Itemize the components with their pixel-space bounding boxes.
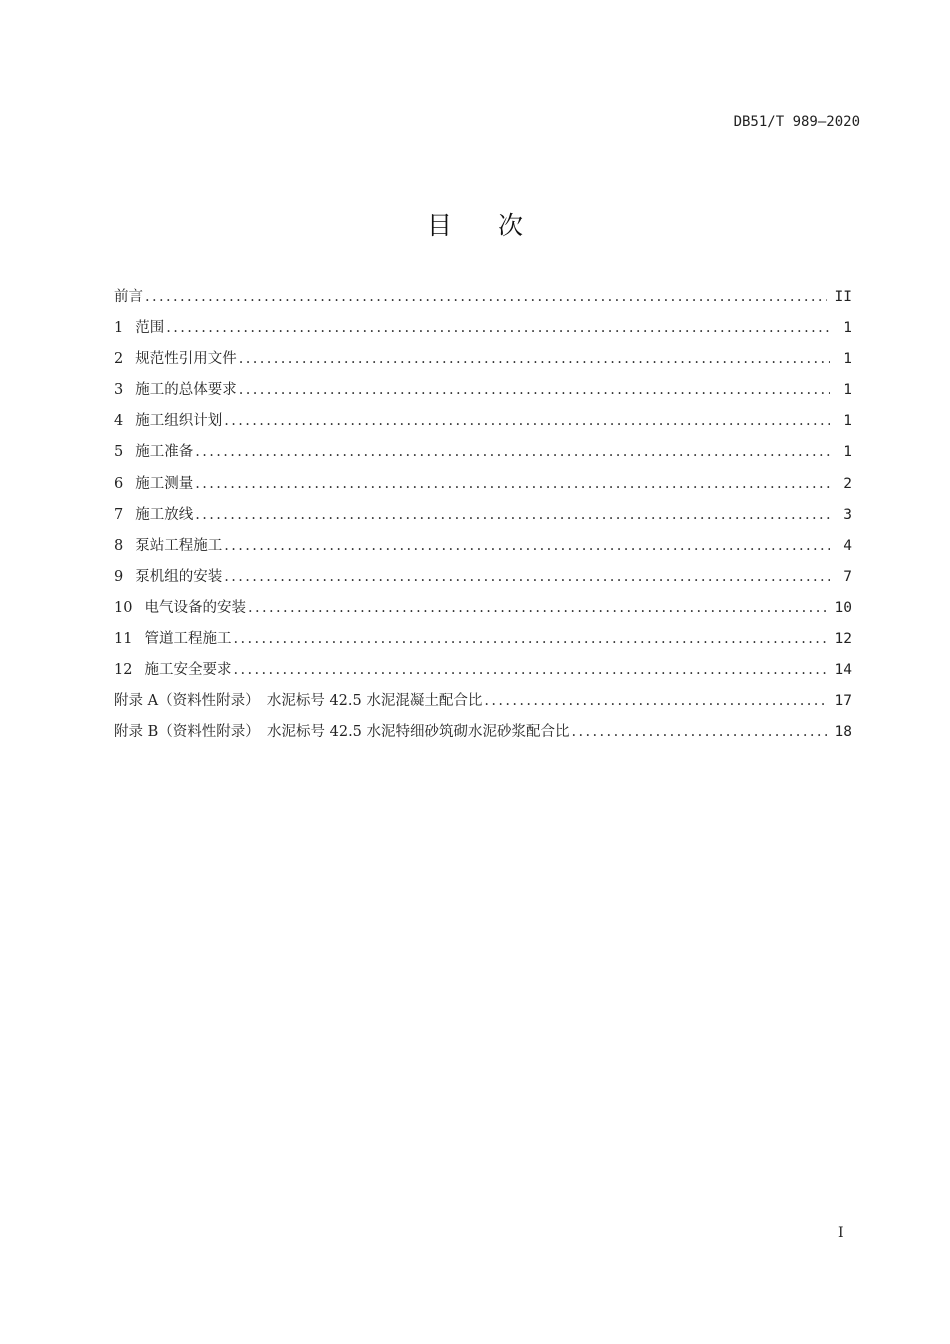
toc-entry-3[interactable] <box>114 378 852 409</box>
toc-leader-dots <box>239 378 830 402</box>
toc-entry-appendix-b[interactable] <box>114 720 852 751</box>
toc-leader-dots <box>224 409 830 433</box>
page-title: 目次 <box>426 211 569 240</box>
toc-entry-label: 电气设备的安装 <box>144 599 246 616</box>
toc-entry-label: 施工安全要求 <box>144 662 232 679</box>
page-number: I <box>838 1225 844 1241</box>
toc-leader-dots <box>195 440 830 464</box>
toc-entry-page: 1 <box>843 413 852 430</box>
toc-entry-2[interactable] <box>114 347 852 378</box>
toc-entry-number: 5 <box>114 444 124 461</box>
toc-entry-page: 1 <box>843 320 852 337</box>
toc-entry-label: 附录 B（资料性附录） 水泥标号 42.5 水泥特细砂筑砌水泥砂浆配合比 <box>114 724 570 741</box>
toc-entry-1[interactable] <box>114 316 852 347</box>
toc-entry-page: 3 <box>843 506 852 523</box>
toc-entry-foreword[interactable] <box>114 285 852 316</box>
toc-entry-number: 6 <box>114 475 124 492</box>
toc-entry-4[interactable] <box>114 409 852 440</box>
toc-entry-page: 10 <box>834 599 852 616</box>
toc-entry-page: 14 <box>834 662 852 679</box>
toc-entry-number: 4 <box>114 413 124 430</box>
toc-entry-number: 11 <box>114 631 133 648</box>
toc-entry-number: 7 <box>114 506 124 523</box>
toc-entry-page: 17 <box>834 693 852 710</box>
toc-entry-number: 1 <box>114 320 124 337</box>
toc-entry-page: 1 <box>843 351 852 368</box>
toc-entry-number: 9 <box>114 568 124 585</box>
toc-entry-number: 3 <box>114 382 124 399</box>
toc-entry-page: 7 <box>843 568 852 585</box>
toc-entry-label: 施工准备 <box>135 444 194 461</box>
toc-entry-6[interactable] <box>114 472 852 503</box>
toc-entry-label: 管道工程施工 <box>144 631 232 648</box>
toc-leader-dots <box>233 627 826 651</box>
toc-entry-label: 施工测量 <box>135 475 194 492</box>
toc-entry-page: 4 <box>843 537 852 554</box>
toc-entry-5[interactable] <box>114 440 852 471</box>
toc-entry-label: 施工组织计划 <box>135 413 223 430</box>
toc-entry-page: 1 <box>843 444 852 461</box>
toc-entry-label: 施工的总体要求 <box>135 382 237 399</box>
toc-entry-number: 10 <box>114 599 133 616</box>
toc-entry-number: 12 <box>114 662 133 679</box>
toc-leader-dots <box>195 503 830 527</box>
toc-entry-label: 前言 <box>114 289 143 305</box>
toc-entry-10[interactable] <box>114 596 852 627</box>
toc-entry-11[interactable] <box>114 627 852 658</box>
toc-entry-page: 12 <box>834 631 852 648</box>
toc-entry-label: 附录 A（资料性附录） 水泥标号 42.5 水泥混凝土配合比 <box>114 693 483 710</box>
document-code: DB51/T 989—2020 <box>733 114 860 130</box>
toc-entry-label: 规范性引用文件 <box>135 351 237 368</box>
toc-entry-label: 泵站工程施工 <box>135 537 223 554</box>
toc-entry-appendix-a[interactable] <box>114 689 852 720</box>
toc-entry-number: 2 <box>114 351 124 368</box>
toc-leader-dots <box>224 565 830 589</box>
toc-leader-dots <box>145 285 827 309</box>
toc-leader-dots <box>166 316 830 340</box>
toc-leader-dots <box>484 689 826 713</box>
toc-entry-page: II <box>834 289 852 305</box>
toc-entry-page: 18 <box>834 724 852 741</box>
toc-entry-page: 1 <box>843 382 852 399</box>
toc-entry-label: 施工放线 <box>135 506 194 523</box>
toc-entry-8[interactable] <box>114 534 852 565</box>
toc-entry-9[interactable] <box>114 565 852 596</box>
toc-leader-dots <box>224 534 830 558</box>
toc-entry-page: 2 <box>843 475 852 492</box>
table-of-contents <box>114 285 852 751</box>
toc-leader-dots <box>233 658 826 682</box>
toc-entry-12[interactable] <box>114 658 852 689</box>
toc-entry-label: 泵机组的安装 <box>135 568 223 585</box>
toc-entry-label: 范围 <box>135 320 165 337</box>
toc-leader-dots <box>239 347 830 371</box>
toc-leader-dots <box>248 596 827 620</box>
toc-entry-7[interactable] <box>114 503 852 534</box>
toc-leader-dots <box>572 720 827 744</box>
toc-entry-number: 8 <box>114 537 124 554</box>
toc-leader-dots <box>195 472 830 496</box>
